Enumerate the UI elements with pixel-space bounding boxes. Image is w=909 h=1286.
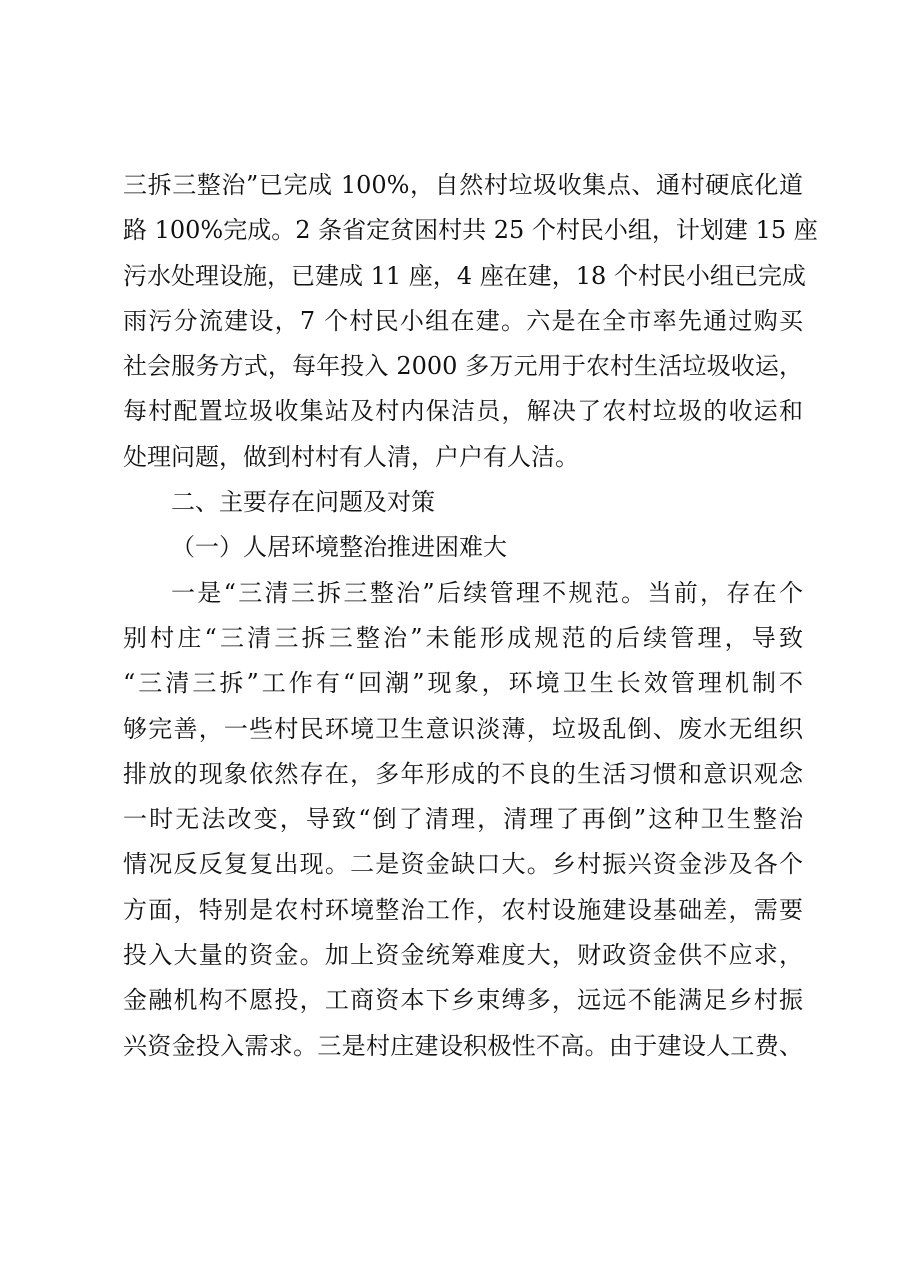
text-line: 三拆三整治”已完成 100%，自然村垃圾收集点、通村硬底化道 xyxy=(123,171,803,199)
text-line: 一时无法改变，导致“倒了清理，清理了再倒”这种卫生整治 xyxy=(123,805,803,834)
text-line: 一是“三清三拆三整治”后续管理不规范。当前，存在个 xyxy=(171,578,803,607)
text-line: 兴资金投入需求。三是村庄建设积极性不高。由于建设人工费、 xyxy=(123,1031,803,1060)
text-line: 情况反反复复出现。二是资金缺口大。乡村振兴资金涉及各个 xyxy=(123,850,803,879)
text-line: 每村配置垃圾收集站及村内保洁员，解决了农村垃圾的收运和 xyxy=(123,397,803,426)
text-line: 社会服务方式，每年投入 2000 多万元用于农村生活垃圾收运， xyxy=(123,352,803,381)
text-line: “三清三拆”工作有“回潮”现象，环境卫生长效管理机制不 xyxy=(123,669,803,698)
text-line: 够完善，一些村民环境卫生意识淡薄，垃圾乱倒、废水无组织 xyxy=(123,714,803,743)
text-line: 别村庄“三清三拆三整治”未能形成规范的后续管理，导致 xyxy=(123,623,803,652)
text-line: 污水处理设施，已建成 11 座，4 座在建，18 个村民小组已完成 xyxy=(123,261,806,290)
text-line: 二、主要存在问题及对策 xyxy=(171,488,435,517)
text-line: 处理问题，做到村村有人清，户户有人洁。 xyxy=(123,442,579,471)
text-line: 路 100%完成。2 条省定贫困村共 25 个村民小组，计划建 15 座 xyxy=(123,216,818,245)
text-line: 金融机构不愿投，工商资本下乡束缚多，远远不能满足乡村振 xyxy=(123,986,803,1015)
text-line: 排放的现象依然存在，多年形成的不良的生活习惯和意识观念 xyxy=(123,759,803,788)
text-line: 雨污分流建设，7 个村民小组在建。六是在全市率先通过购买 xyxy=(123,306,803,335)
document-body xyxy=(123,163,818,1069)
text-line: 投入大量的资金。加上资金统筹难度大，财政资金供不应求， xyxy=(123,941,803,970)
text-line: 方面，特别是农村环境整治工作，农村设施建设基础差，需要 xyxy=(123,895,803,924)
text-line: （一）人居环境整治推进困难大 xyxy=(171,533,507,562)
